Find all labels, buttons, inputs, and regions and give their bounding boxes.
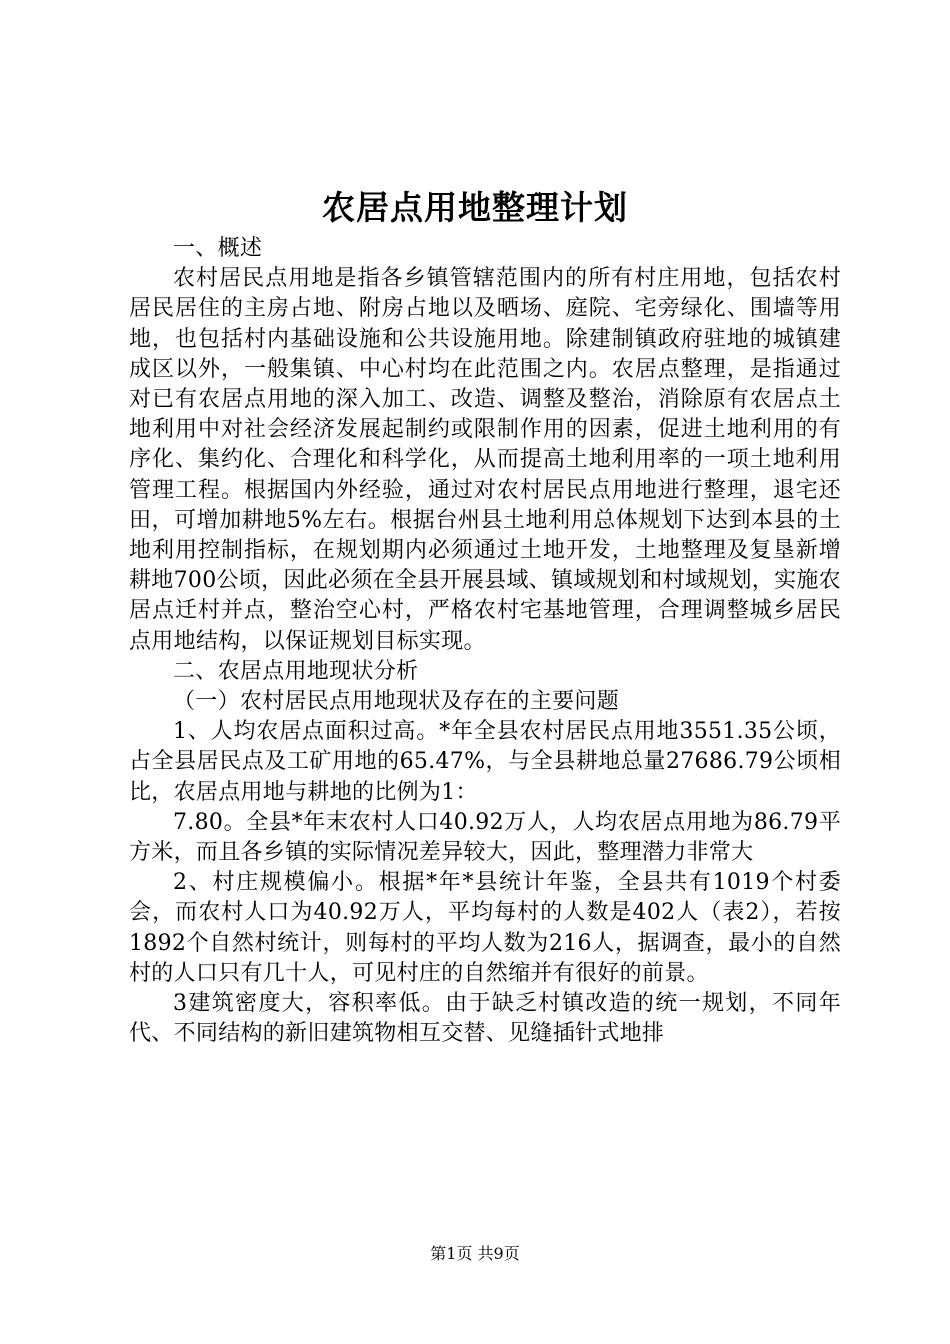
paragraph-per-capita-area-continued: 7.80。全县*年末农村人口40.92万人，人均农居点用地为86.79平方米，而且各乡镇的实际情况差异较大，因此，整理潜力非常大 <box>129 809 841 866</box>
subsection-heading-problems: （一）农村居民点用地现状及存在的主要问题 <box>173 689 620 715</box>
section-heading-overview: 一、概述 <box>173 236 263 261</box>
document-body <box>129 234 841 1049</box>
paragraph-per-capita-area: 1、人均农居点面积过高。*年全县农村居民点用地3551.35公顷，占全县居民点及工矿用地的65.47%，与全县耕地总量27686.79公顷相比，农居点用地与耕地的比例为1： <box>129 719 841 805</box>
paragraph-village-scale: 2、村庄规模偏小。根据*年*县统计年鉴，全县共有1019个村委会，而农村人口为40.92万人，平均每村的人数是402人（表2），若按1892个自然村统计，则每村的平均人数为216人，据调查，最小的自然村的人口只有几十人，可见村庄的自然缩并有很好的前景。 <box>129 870 841 986</box>
page-number-footer: 第1页 共9页 <box>430 1244 520 1263</box>
paragraph-overview: 农村居民点用地是指各乡镇管辖范围内的所有村庄用地，包括农村居民居住的主房占地、附房占地以及晒场、庭院、宅旁绿化、围墙等用地，也包括村内基础设施和公共设施用地。除建制镇政府驻地的城镇建成区以外，一般集镇、中心村均在此范围之内。农居点整理，是指通过对已有农居点用地的深入加工、改造、调整及整治，消除原有农居点土地利用中对社会经济发展起制约或限制作用的因素，促进土地利用的有序化、集约化、合理化和科学化，从而提高土地利用率的一项土地利用管理工程。根据国内外经验，通过对农村居民点用地进行整理，退宅还田，可增加耕地5%左右。根据台州县土地利用总体规划下达到本县的土地利用控制指标，在规划期内必须通过土地开发，土地整理及复垦新增耕地700公顷，因此必须在全县开展县域、镇域规划和村域规划，实施农居点迁村并点，整治空心村，严格农村宅基地管理，合理调整城乡居民点用地结构，以保证规划目标实现。 <box>129 266 841 654</box>
paragraph-building-density: 3建筑密度大，容积率低。由于缺乏村镇改造的统一规划，不同年代、不同结构的新旧建筑物相互交替、见缝插针式地排 <box>129 991 841 1047</box>
section-heading-analysis: 二、农居点用地现状分析 <box>173 658 419 684</box>
document-title: 农居点用地整理计划 <box>322 188 628 227</box>
